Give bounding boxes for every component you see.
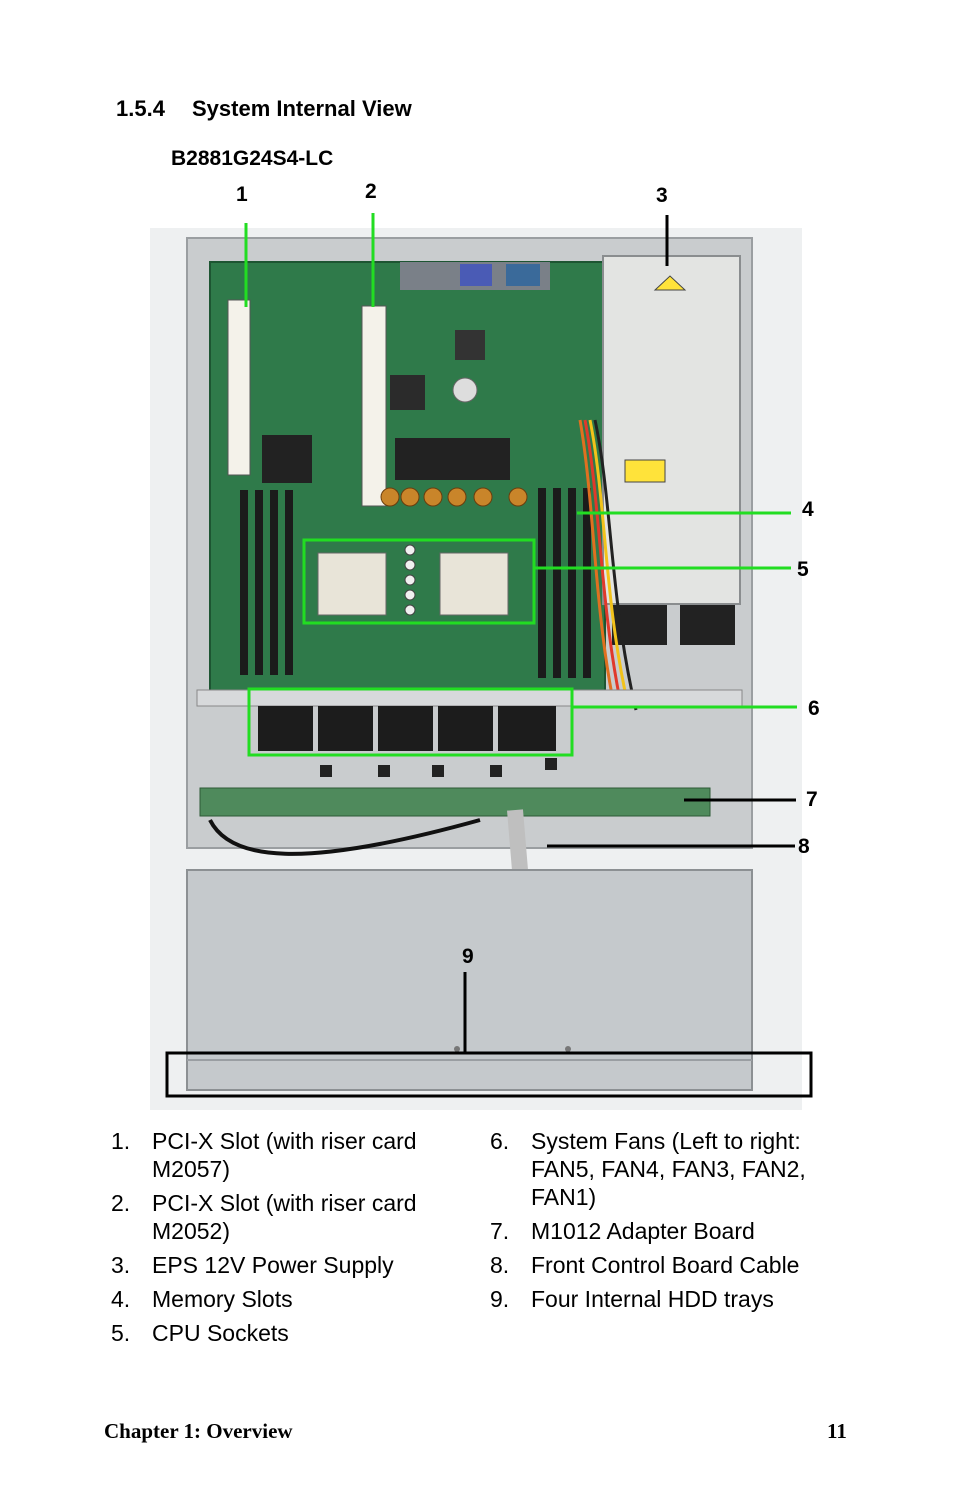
list-text: CPU Sockets bbox=[152, 1320, 289, 1346]
list-number: 6. bbox=[490, 1128, 510, 1154]
list-number: 7. bbox=[490, 1218, 510, 1244]
list-item bbox=[111, 1285, 451, 1313]
list-text: PCI-X Slot (with riser card M2057) bbox=[152, 1128, 417, 1182]
footer-chapter: Chapter 1: Overview bbox=[104, 1419, 293, 1443]
list-item bbox=[490, 1127, 840, 1211]
list-number: 2. bbox=[111, 1190, 131, 1216]
list-number: 8. bbox=[490, 1252, 510, 1278]
callout-6: 6 bbox=[808, 697, 820, 720]
callout-7: 7 bbox=[806, 788, 818, 811]
riser-card-1 bbox=[228, 300, 250, 475]
list-item bbox=[111, 1189, 451, 1245]
list-text: Four Internal HDD trays bbox=[531, 1286, 774, 1312]
list-text: Memory Slots bbox=[152, 1286, 293, 1312]
list-text: PCI-X Slot (with riser card M2052) bbox=[152, 1190, 417, 1244]
callout-5: 5 bbox=[797, 558, 809, 581]
list-item bbox=[490, 1251, 840, 1279]
list-item bbox=[111, 1319, 451, 1347]
list-text: EPS 12V Power Supply bbox=[152, 1252, 394, 1278]
legend-left bbox=[111, 1127, 451, 1353]
list-text: Front Control Board Cable bbox=[531, 1252, 800, 1278]
list-number: 9. bbox=[490, 1286, 510, 1312]
riser-card-2 bbox=[362, 306, 386, 506]
cpu-socket-1 bbox=[318, 553, 386, 615]
list-text: M1012 Adapter Board bbox=[531, 1218, 755, 1244]
heatsink bbox=[395, 438, 510, 480]
cpu-socket-2 bbox=[440, 553, 508, 615]
section-title: System Internal View bbox=[192, 96, 412, 121]
list-item bbox=[490, 1285, 840, 1313]
hdd-trays bbox=[187, 870, 752, 1090]
list-item bbox=[111, 1251, 451, 1279]
list-number: 4. bbox=[111, 1286, 131, 1312]
callout-1: 1 bbox=[236, 183, 248, 206]
legend-right bbox=[490, 1127, 840, 1319]
power-supply bbox=[603, 256, 740, 604]
section-number: 1.5.4 bbox=[116, 96, 165, 121]
footer-page-number: 11 bbox=[827, 1419, 847, 1443]
callout-8: 8 bbox=[798, 835, 810, 858]
callout-2: 2 bbox=[365, 180, 377, 203]
list-item bbox=[111, 1127, 451, 1183]
callout-4: 4 bbox=[802, 498, 814, 521]
callout-3: 3 bbox=[656, 184, 668, 207]
system-fans bbox=[258, 706, 556, 751]
list-number: 1. bbox=[111, 1128, 131, 1154]
adapter-board bbox=[200, 788, 710, 816]
list-number: 3. bbox=[111, 1252, 131, 1278]
model-name: B2881G24S4-LC bbox=[171, 147, 334, 170]
list-item bbox=[490, 1217, 840, 1245]
list-number: 5. bbox=[111, 1320, 131, 1346]
callout-9: 9 bbox=[462, 945, 474, 968]
list-text: System Fans (Left to right: FAN5, FAN4, FAN3, FAN2, FAN1) bbox=[531, 1128, 806, 1210]
